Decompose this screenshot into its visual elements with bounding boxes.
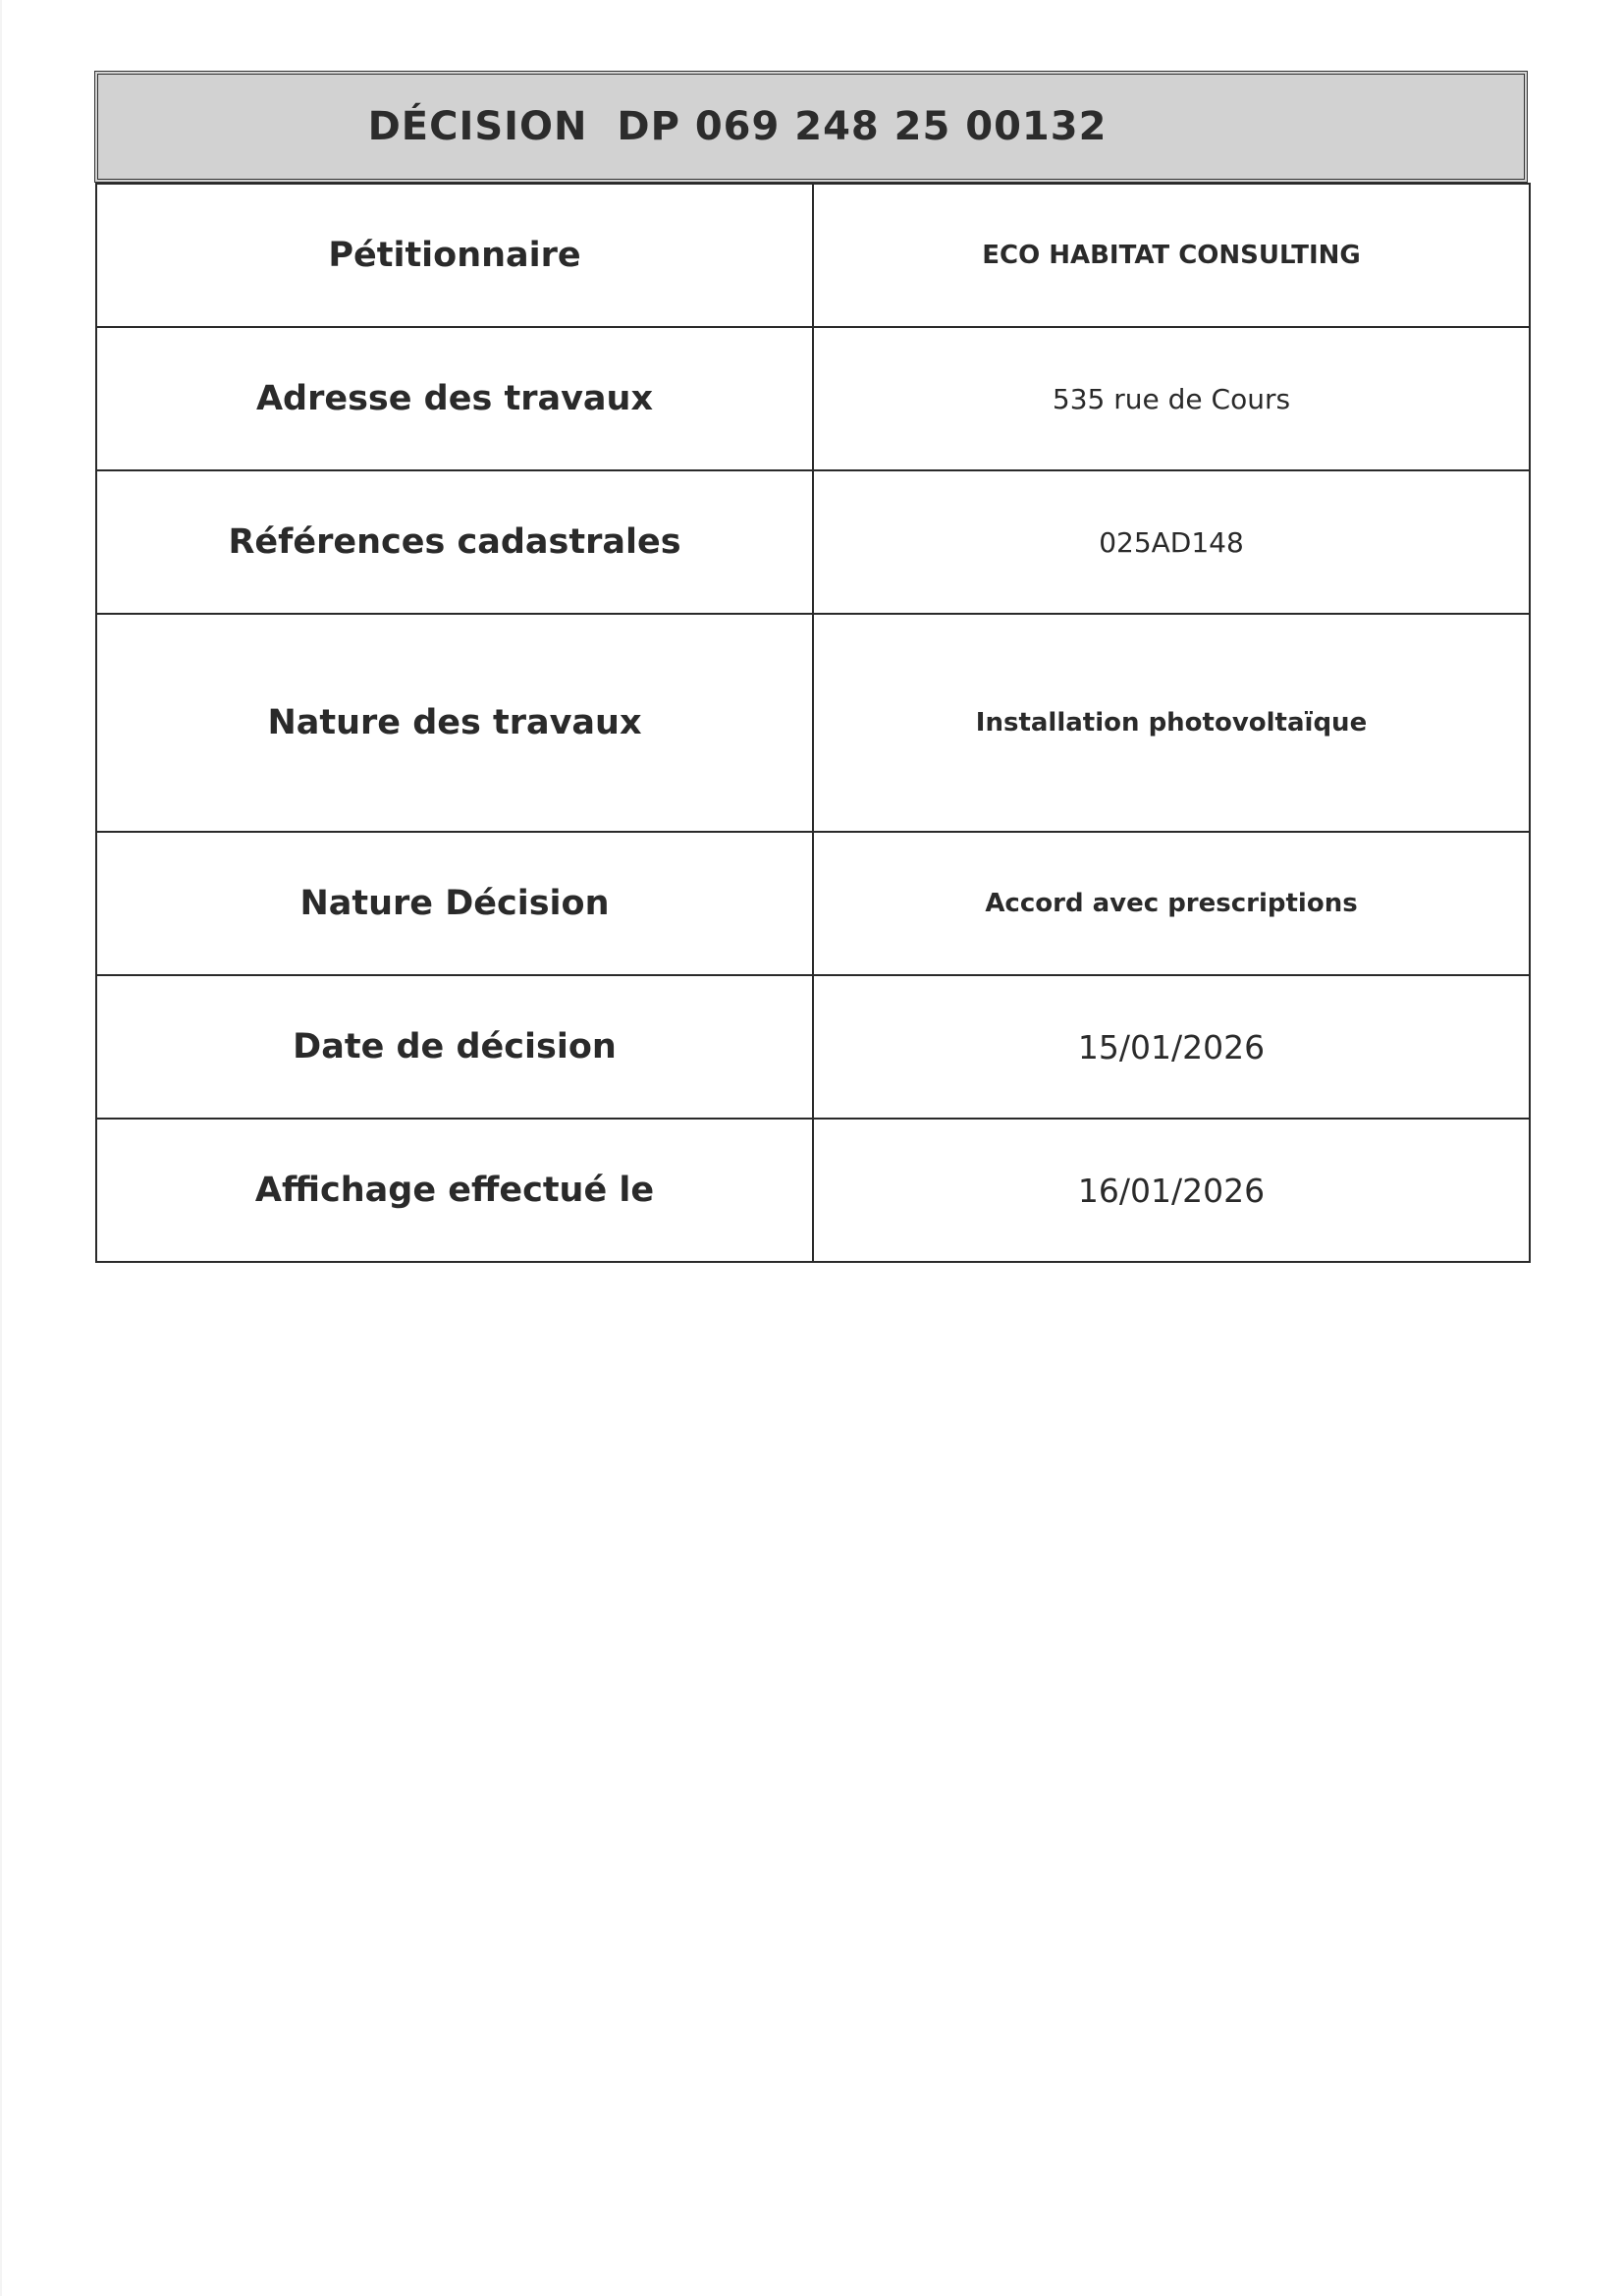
- nature-travaux-label: Nature des travaux: [96, 614, 813, 832]
- petitionnaire-value: ECO HABITAT CONSULTING: [813, 184, 1530, 327]
- petitionnaire-label: Pétitionnaire: [96, 184, 813, 327]
- affichage-label: Affichage effectué le: [96, 1119, 813, 1262]
- references-label: Références cadastrales: [96, 470, 813, 614]
- scan-edge: [0, 0, 2, 2296]
- adresse-value: 535 rue de Cours: [813, 327, 1530, 470]
- nature-decision-label: Nature Décision: [96, 832, 813, 975]
- table-row-affichage: [96, 1119, 1530, 1262]
- date-decision-value: 15/01/2026: [813, 975, 1530, 1119]
- table-row-petitionnaire: [96, 184, 1530, 327]
- table-row-references: [96, 470, 1530, 614]
- nature-travaux-value: Installation photovoltaïque: [813, 614, 1530, 832]
- decision-title: DÉCISION DP 069 248 25 00132: [367, 104, 1108, 149]
- decision-details-table: [95, 183, 1531, 1263]
- date-decision-label: Date de décision: [96, 975, 813, 1119]
- table-row-date-decision: [96, 975, 1530, 1119]
- adresse-label: Adresse des travaux: [96, 327, 813, 470]
- references-value: 025AD148: [813, 470, 1530, 614]
- table-row-adresse: [96, 327, 1530, 470]
- affichage-value: 16/01/2026: [813, 1119, 1530, 1262]
- nature-decision-value: Accord avec prescriptions: [813, 832, 1530, 975]
- decision-title-box: [94, 71, 1528, 183]
- table-row-nature-decision: [96, 832, 1530, 975]
- table-row-nature-travaux: [96, 614, 1530, 832]
